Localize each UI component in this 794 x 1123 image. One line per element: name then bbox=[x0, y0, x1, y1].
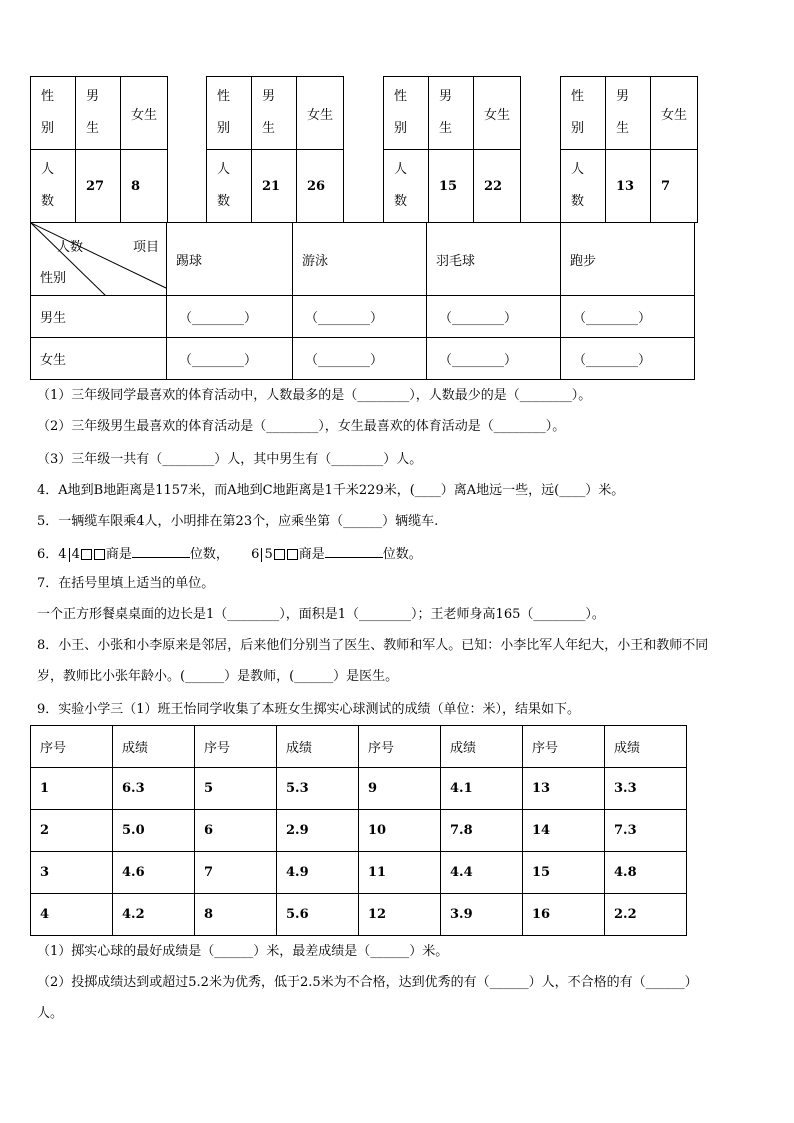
col-header: 成绩 bbox=[605, 726, 687, 768]
cell-score: 4.4 bbox=[441, 852, 523, 894]
col-header-badminton: 羽毛球 bbox=[427, 223, 561, 296]
col-header: 成绩 bbox=[277, 726, 359, 768]
cell-score: 3.9 bbox=[441, 894, 523, 936]
cell-index: 3 bbox=[31, 852, 113, 894]
corner-label-gender: 性别 bbox=[40, 271, 67, 286]
corner-label-people: 人数 bbox=[57, 240, 84, 255]
cell-index: 16 bbox=[523, 894, 605, 936]
header-boys: 男 生 bbox=[429, 77, 474, 150]
answer-blank[interactable] bbox=[325, 543, 383, 558]
col-header: 序号 bbox=[195, 726, 277, 768]
header-girls: 女生 bbox=[121, 77, 168, 150]
girls-count: 8 bbox=[121, 150, 168, 223]
question-9-2-line2: 人。 bbox=[37, 1006, 64, 1021]
score-table bbox=[30, 725, 687, 936]
question-7-title: 7．在括号里填上适当的单位。 bbox=[37, 576, 215, 591]
answer-blank[interactable]: （________） bbox=[561, 338, 695, 380]
cell-index: 7 bbox=[195, 852, 277, 894]
row-label-count: 人 数 bbox=[384, 150, 429, 223]
cell-index: 5 bbox=[195, 768, 277, 810]
gender-table-2 bbox=[206, 76, 344, 223]
cell-score: 2.9 bbox=[277, 810, 359, 852]
header-gender: 性 别 bbox=[207, 77, 252, 150]
answer-blank[interactable]: （________） bbox=[293, 338, 427, 380]
row-label-girls: 女生 bbox=[31, 338, 167, 380]
boys-count: 21 bbox=[252, 150, 297, 223]
cell-score: 7.8 bbox=[441, 810, 523, 852]
question-3-3: （3）三年级一共有（________）人，其中男生有（________）人。 bbox=[37, 452, 423, 467]
header-girls: 女生 bbox=[297, 77, 344, 150]
cell-index: 11 bbox=[359, 852, 441, 894]
cell-index: 12 bbox=[359, 894, 441, 936]
gender-table-1 bbox=[30, 76, 168, 223]
table-row bbox=[31, 810, 687, 852]
cell-score: 4.8 bbox=[605, 852, 687, 894]
header-boys: 男 生 bbox=[606, 77, 651, 150]
header-gender: 性 别 bbox=[561, 77, 606, 150]
diagonal-header-cell bbox=[31, 223, 167, 296]
question-3-2: （2）三年级男生最喜欢的体育活动是（________），女生最喜欢的体育活动是（________）。 bbox=[37, 419, 566, 434]
question-8-line1: 8．小王、小张和小李原来是邻居，后来他们分别当了医生、教师和军人。已知：小李比军人年纪大，小王和教师不同 bbox=[37, 638, 709, 653]
question-4: 4．A地到B地距离是1157米，而A地到C地距离是1千米229米，(____）离A地远一些，远(____）米。 bbox=[37, 483, 625, 498]
answer-blank[interactable]: （________） bbox=[167, 296, 293, 338]
question-7-body: 一个正方形餐桌桌面的边长是1（________），面积是1（________）；王老师身高165（________）。 bbox=[37, 607, 605, 622]
cell-score: 4.6 bbox=[113, 852, 195, 894]
table-row bbox=[31, 894, 687, 936]
answer-blank[interactable]: （________） bbox=[293, 296, 427, 338]
table-row bbox=[31, 768, 687, 810]
col-header: 序号 bbox=[523, 726, 605, 768]
col-header: 序号 bbox=[359, 726, 441, 768]
cell-index: 13 bbox=[523, 768, 605, 810]
gender-table-4 bbox=[560, 76, 698, 223]
question-9-2-line1: （2）投掷成绩达到或超过5.2米为优秀，低于2.5米为不合格，达到优秀的有（______）人，不合格的有（______） bbox=[37, 975, 698, 990]
cell-score: 7.3 bbox=[605, 810, 687, 852]
cell-score: 5.3 bbox=[277, 768, 359, 810]
sport-stat-table bbox=[30, 222, 695, 380]
col-header: 序号 bbox=[31, 726, 113, 768]
boys-count: 15 bbox=[429, 150, 474, 223]
cell-index: 9 bbox=[359, 768, 441, 810]
cell-index: 15 bbox=[523, 852, 605, 894]
boys-count: 27 bbox=[76, 150, 121, 223]
row-label-count: 人 数 bbox=[561, 150, 606, 223]
answer-blank[interactable]: （________） bbox=[427, 296, 561, 338]
col-header-football: 踢球 bbox=[167, 223, 293, 296]
row-label-count: 人 数 bbox=[207, 150, 252, 223]
row-label-count: 人 数 bbox=[31, 150, 76, 223]
answer-blank[interactable]: （________） bbox=[167, 338, 293, 380]
answer-blank[interactable]: （________） bbox=[561, 296, 695, 338]
girls-count: 26 bbox=[297, 150, 344, 223]
row-label-boys: 男生 bbox=[31, 296, 167, 338]
answer-blank[interactable] bbox=[132, 543, 190, 558]
header-boys: 男 生 bbox=[252, 77, 297, 150]
header-gender: 性 别 bbox=[384, 77, 429, 150]
cell-index: 14 bbox=[523, 810, 605, 852]
question-3-1: （1）三年级同学最喜欢的体育活动中，人数最多的是（________），人数最少的是（________）。 bbox=[37, 388, 592, 403]
question-8-line2: 岁，教师比小张年龄小。(______）是教师，(______）是医生。 bbox=[37, 669, 399, 684]
question-6: 6．4 4 商是 位数， 6 5 商是 位数。 bbox=[37, 543, 422, 565]
cell-index: 6 bbox=[195, 810, 277, 852]
cell-score: 5.0 bbox=[113, 810, 195, 852]
boys-count: 13 bbox=[606, 150, 651, 223]
cell-index: 1 bbox=[31, 768, 113, 810]
header-girls: 女生 bbox=[474, 77, 521, 150]
question-5: 5．一辆缆车限乘4人，小明排在第23个，应乘坐第（______）辆缆车. bbox=[37, 514, 439, 529]
cell-score: 5.6 bbox=[277, 894, 359, 936]
cell-index: 10 bbox=[359, 810, 441, 852]
cell-score: 4.9 bbox=[277, 852, 359, 894]
gender-table-3 bbox=[383, 76, 521, 223]
col-header-running: 跑步 bbox=[561, 223, 695, 296]
col-header: 成绩 bbox=[113, 726, 195, 768]
table-row bbox=[31, 852, 687, 894]
header-girls: 女生 bbox=[651, 77, 698, 150]
corner-label-item: 项目 bbox=[133, 240, 160, 255]
col-header: 成绩 bbox=[441, 726, 523, 768]
cell-score: 2.2 bbox=[605, 894, 687, 936]
cell-index: 8 bbox=[195, 894, 277, 936]
cell-score: 3.3 bbox=[605, 768, 687, 810]
cell-index: 4 bbox=[31, 894, 113, 936]
girls-count: 7 bbox=[651, 150, 698, 223]
question-9-title: 9．实验小学三（1）班王怡同学收集了本班女生掷实心球测试的成绩（单位：米），结果如下。 bbox=[37, 702, 581, 717]
cell-score: 4.1 bbox=[441, 768, 523, 810]
cell-score: 6.3 bbox=[113, 768, 195, 810]
cell-score: 4.2 bbox=[113, 894, 195, 936]
cell-index: 2 bbox=[31, 810, 113, 852]
header-boys: 男 生 bbox=[76, 77, 121, 150]
question-9-1: （1）掷实心球的最好成绩是（______）米，最差成绩是（______）米。 bbox=[37, 944, 449, 959]
col-header-swimming: 游泳 bbox=[293, 223, 427, 296]
header-gender: 性 别 bbox=[31, 77, 76, 150]
answer-blank[interactable]: （________） bbox=[427, 338, 561, 380]
girls-count: 22 bbox=[474, 150, 521, 223]
